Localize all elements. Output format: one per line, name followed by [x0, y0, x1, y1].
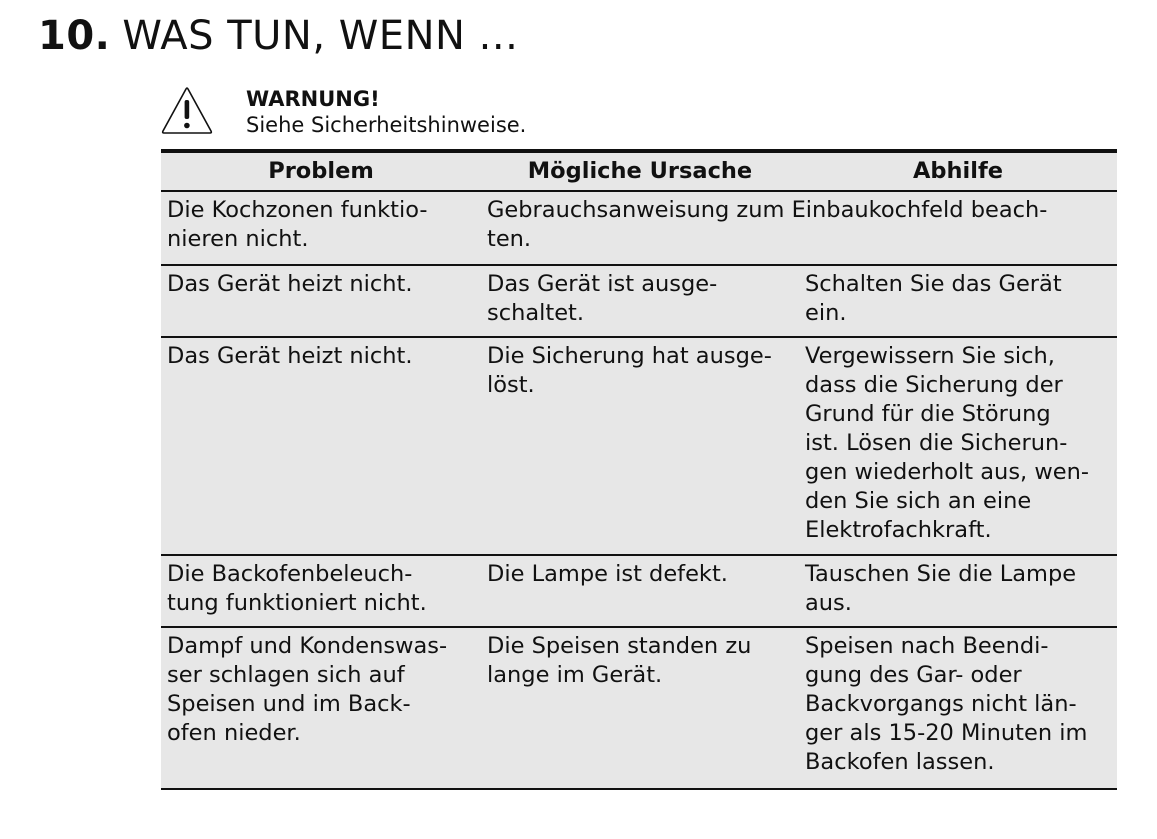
table-header-row — [161, 151, 1117, 191]
section-title: WAS TUN, WENN ... — [122, 13, 519, 59]
header-cause: Mögliche Ursache — [481, 151, 799, 191]
table-row — [161, 627, 1117, 789]
table-row — [161, 555, 1117, 627]
remedy-cell: Vergewissern Sie sich, dass die Sicherung der Grund für die Störung ist. Lösen die Sicherun- gen wiederholt aus, wen- den Sie sich an eine Elektrofachkraft. — [799, 337, 1117, 555]
remedy-cell: Speisen nach Beendi- gung des Gar- oder Backvorgangs nicht län- ger als 15-20 Minuten im Backofen lassen. — [799, 627, 1117, 789]
table-row — [161, 191, 1117, 265]
cause-cell: Die Lampe ist defekt. — [481, 555, 799, 627]
header-problem: Problem — [161, 151, 481, 191]
problem-cell: Das Gerät heizt nicht. — [161, 265, 481, 337]
warning-triangle-icon — [160, 86, 214, 136]
problem-cell: Die Kochzonen funktio- nieren nicht. — [161, 191, 481, 265]
merged-cause-remedy-cell: Gebrauchsanweisung zum Einbaukochfeld beach- ten. — [481, 191, 1117, 265]
header-remedy: Abhilfe — [799, 151, 1117, 191]
section-number: 10. — [38, 13, 111, 59]
warning-title: WARNUNG! — [246, 87, 380, 111]
table-row — [161, 265, 1117, 337]
problem-cell: Die Backofenbeleuch- tung funktioniert nicht. — [161, 555, 481, 627]
warning-box — [160, 86, 1120, 140]
problem-cell: Dampf und Kondenswas- ser schlagen sich auf Speisen und im Back- ofen nieder. — [161, 627, 481, 789]
cause-cell: Die Speisen standen zu lange im Gerät. — [481, 627, 799, 789]
table-row — [161, 337, 1117, 555]
remedy-cell: Tauschen Sie die Lampe aus. — [799, 555, 1117, 627]
cause-cell: Das Gerät ist ausge- schaltet. — [481, 265, 799, 337]
warning-text: Siehe Sicherheitshinweise. — [246, 113, 527, 137]
troubleshooting-table — [161, 149, 1117, 790]
remedy-cell: Schalten Sie das Gerät ein. — [799, 265, 1117, 337]
page-title — [38, 10, 518, 62]
cause-cell: Die Sicherung hat ausge- löst. — [481, 337, 799, 555]
problem-cell: Das Gerät heizt nicht. — [161, 337, 481, 555]
